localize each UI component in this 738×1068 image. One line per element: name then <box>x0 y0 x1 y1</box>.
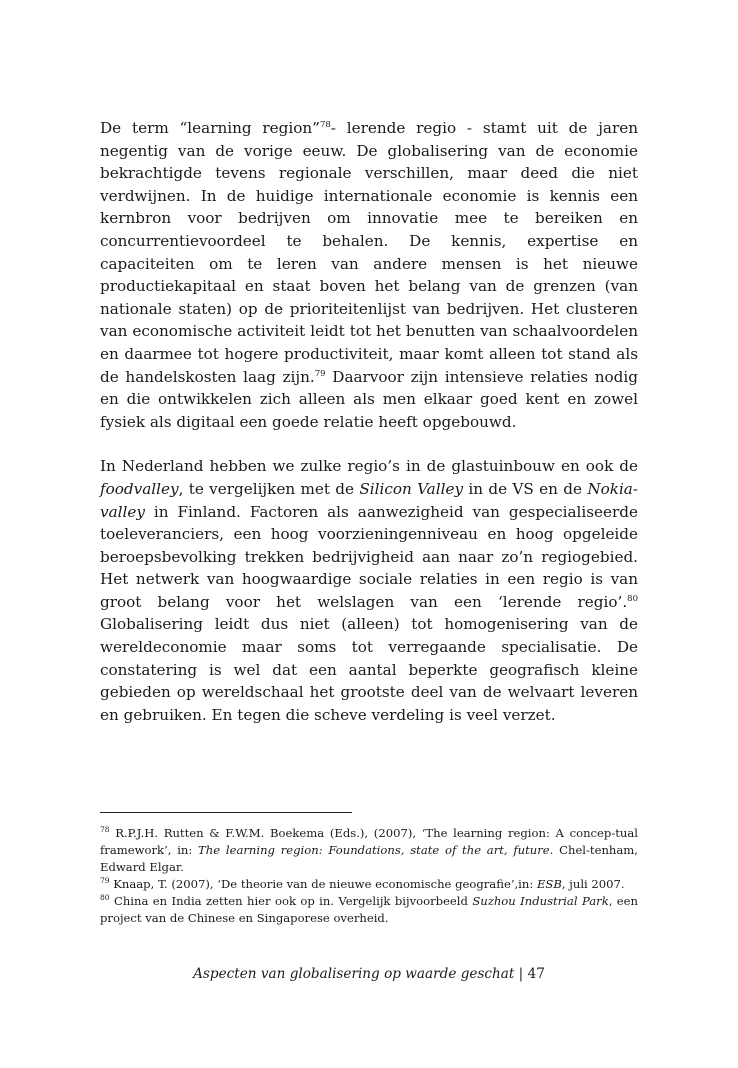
main-text <box>100 117 638 748</box>
footer-separator: | <box>514 966 528 982</box>
footnote-79 <box>100 876 638 893</box>
footnote-number: 80 <box>100 893 110 903</box>
footnote-text: Knaap, T. (2007), ‘De theorie van de nieuwe economische geografie’,in: <box>109 877 537 891</box>
text-run: in Finland. Factoren als aanwezigheid van gespecialiseerde toeleveranciers, een hoog voorzieningenniveau en hoog opgeleide beroepsbevolking trekken bedrijvigheid aan naar zo’n regiogebied. Het netwerk van hoogwaardige sociale relaties in een regio is van groot belang voor het welslagen van een ‘lerende regio’. <box>100 502 638 611</box>
footnote-number: 79 <box>100 876 110 886</box>
footnote-text: , een project van de Chinese en Singaporese overheid. <box>100 894 638 925</box>
italic-term: Silicon Valley <box>359 479 464 498</box>
text-run: in de VS en de <box>463 479 588 498</box>
footnote-ref-78[interactable]: 78 <box>319 119 331 130</box>
footnote-text: , juli 2007. <box>561 877 625 891</box>
italic-term: foodvalley <box>100 479 179 498</box>
footnote-number: 78 <box>100 825 110 835</box>
footnote-italic: ESB <box>536 877 562 891</box>
footnote-text: . Chel-tenham, Edward Elgar. <box>100 843 638 874</box>
footnote-italic: Suzhou Industrial Park <box>472 894 609 908</box>
footnote-italic: The learning region: Foundations, state of the art, future <box>198 843 550 857</box>
italic-term: Nokia-valley <box>100 479 638 521</box>
footnote-separator <box>100 812 352 813</box>
footnote-ref-80[interactable]: 80 <box>627 593 638 604</box>
text-run: , te vergelijken met de <box>178 479 360 498</box>
footnote-text: China en India zetten hier ook op in. Vergelijk bijvoorbeeld <box>109 894 473 908</box>
running-title: Aspecten van globalisering op waarde geschat <box>193 966 515 982</box>
footnote-ref-79[interactable]: 79 <box>314 368 326 379</box>
text-run: - lerende regio - stamt uit de jaren negentig van de vorige eeuw. De globalisering van de economie bekrachtigde tevens regionale verschillen, maar deed die niet verdwijnen. In de huidige internationale economie is kennis een kernbron voor bedrijven om innovatie mee te bereiken en concurrentievoordeel te behalen. De kennis, expertise en capaciteiten om te leren van andere mensen is het nieuwe productiekapitaal en staat boven het belang van de grenzen (van nationale staten) op de prioriteitenlijst van bedrijven. Het clusteren van economische activiteit leidt tot het benutten van schaalvoordelen en daarmee tot hogere productiviteit, maar komt alleen tot stand als de handelskosten laag zijn. <box>100 119 638 386</box>
paragraph-1 <box>100 117 638 433</box>
page-footer <box>0 966 738 982</box>
text-run: Globalisering leidt dus niet (alleen) tot homogenisering van de wereldeconomie maar soms tot verregaande specialisatie. De constatering is wel dat een aantal beperkte geografisch kleine gebieden op wereldschaal het grootste deel van de welvaart leveren en gebruiken. En tegen die scheve verdeling is veel verzet. <box>100 615 638 724</box>
text-run: De term “learning region” <box>100 119 320 137</box>
footnote-78 <box>100 825 638 876</box>
footnotes <box>100 825 638 927</box>
footnote-text: R.P.J.H. Rutten & F.W.M. Boekema (Eds.), (2007), ‘The learning region: A concep-tual framework’, in: <box>100 826 638 857</box>
text-run: In Nederland hebben we zulke regio’s in de glastuinbouw en ook de <box>100 457 638 476</box>
footnote-80 <box>100 893 638 927</box>
page-number: 47 <box>527 966 545 982</box>
text-run: Daarvoor zijn intensieve relaties nodig en die ontwikkelen zich alleen als men elkaar goed kent en zowel fysiek als digitaal een goede relatie heeft opgebouwd. <box>100 367 638 431</box>
paragraph-2 <box>100 455 638 726</box>
